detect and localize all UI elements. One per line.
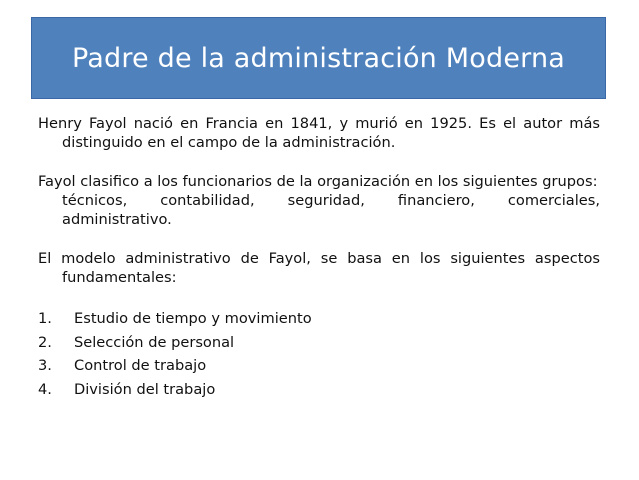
paragraph-groups (38, 172, 600, 229)
list-item-label: Estudio de tiempo y movimiento (74, 310, 312, 328)
list-item-number: 2. (38, 333, 52, 351)
paragraph-groups-continuation: técnicos, contabilidad, seguridad, financiero, comerciales, administrativo. (62, 192, 600, 228)
list-item (38, 307, 600, 331)
paragraph-model (38, 249, 600, 287)
list-item-label: Control de trabajo (74, 357, 207, 375)
list-item-number: 1. (38, 310, 52, 328)
list-item (38, 354, 600, 378)
list-item-label: División del trabajo (74, 380, 216, 398)
list-item (38, 378, 600, 402)
list-item-number: 4. (38, 380, 52, 398)
paragraph-biography-text: Henry Fayol nació en Francia en 1841, y murió en 1925. Es el autor más distinguido en el campo de la administración. (38, 115, 600, 151)
slide-body (38, 114, 600, 401)
title-banner (31, 17, 606, 99)
list-item (38, 331, 600, 355)
paragraph-model-text: El modelo administrativo de Fayol, se basa en los siguientes aspectos fundamentales: (38, 250, 600, 286)
aspects-list (38, 307, 600, 401)
paragraph-groups-text: Fayol clasifico a los funcionarios de la organización en los siguientes grupos: (38, 173, 598, 190)
paragraph-biography (38, 114, 600, 152)
slide-title: Padre de la administración Moderna (71, 42, 566, 74)
list-item-label: Selección de personal (74, 333, 235, 351)
list-item-number: 3. (38, 357, 52, 375)
